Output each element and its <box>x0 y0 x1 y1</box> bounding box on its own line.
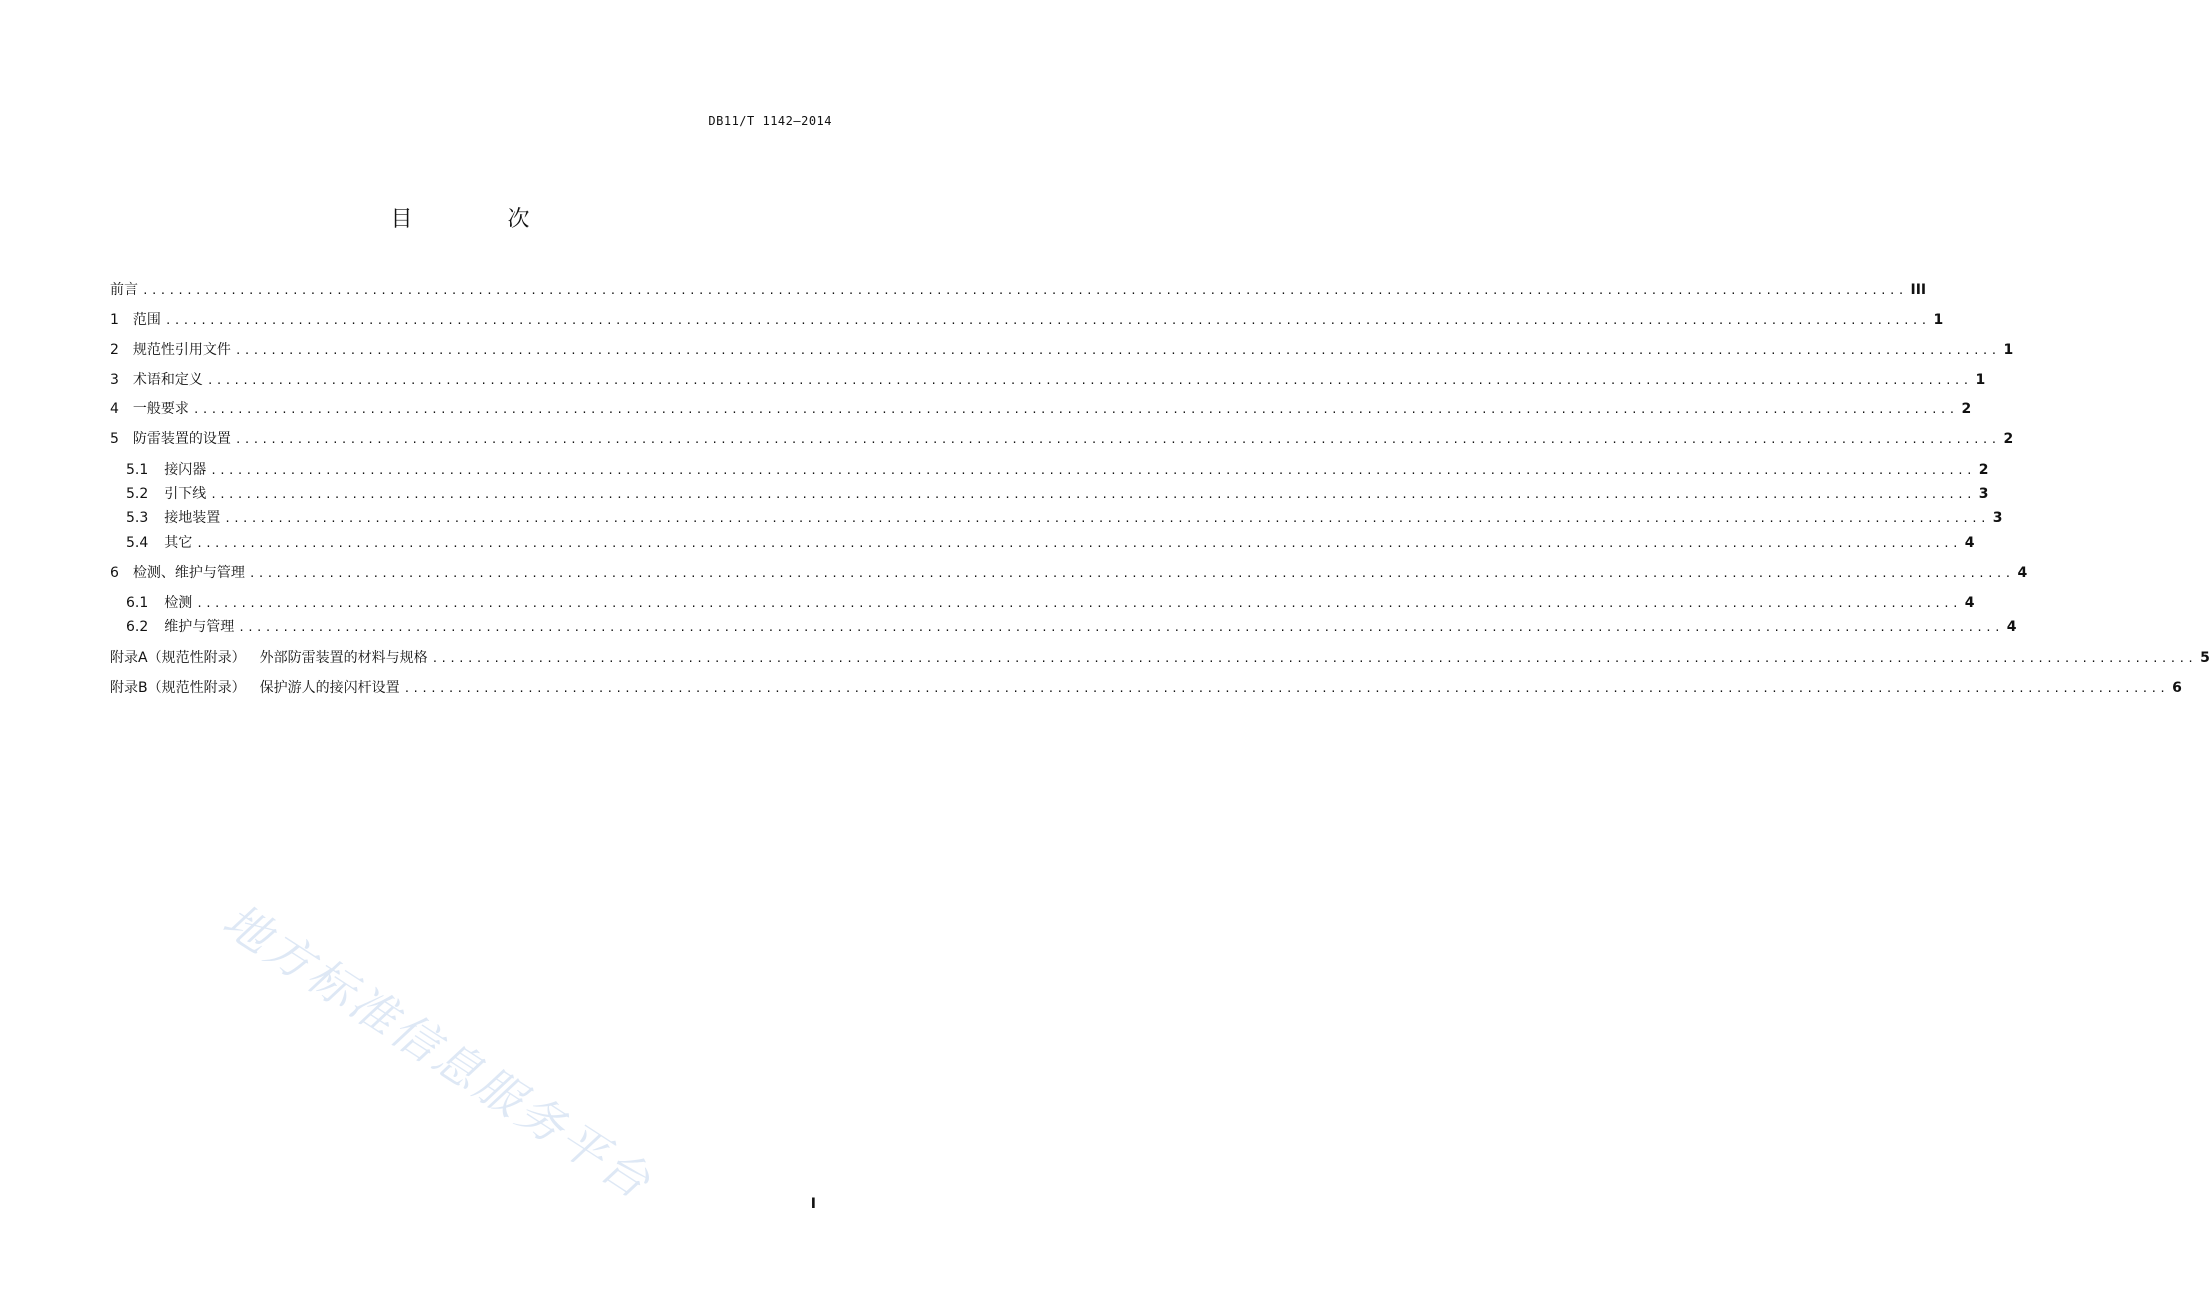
toc-entry[interactable] <box>126 460 1989 481</box>
toc-entry-number: 2 <box>110 342 119 358</box>
toc-entry-page: 4 <box>2006 619 2017 635</box>
toc-entry[interactable] <box>110 340 2014 361</box>
toc-entry-page: III <box>1910 282 1927 298</box>
toc-dot-leader: ........................................................................................................................................................................................................ <box>206 374 1972 387</box>
toc-dot-leader: ........................................................................................................................................................................................................ <box>234 433 2000 446</box>
toc-entry[interactable] <box>126 508 2003 529</box>
toc-entry-label: 其它 <box>164 535 193 551</box>
toc-entry[interactable] <box>110 429 2014 450</box>
toc-entry[interactable] <box>110 399 1972 420</box>
toc-entry[interactable] <box>126 593 1975 614</box>
toc-dot-leader: ........................................................................................................................................................................................................ <box>431 652 2197 665</box>
toc-entry-label: 规范性引用文件 <box>132 342 231 358</box>
toc-entry-number: 5.2 <box>126 486 149 502</box>
watermark: 地方标准信息服务平台 <box>213 892 663 1211</box>
toc-entry[interactable] <box>110 648 2210 669</box>
footer-page-number: I <box>810 1196 816 1212</box>
toc-entry-page: 4 <box>1964 595 1975 611</box>
toc-entry-page: 2 <box>1978 462 1989 478</box>
toc-entry-number: 附录B（规范性附录） <box>110 680 246 696</box>
toc-entry-page: 3 <box>1992 510 2003 526</box>
toc-entry-number: 5 <box>110 431 119 447</box>
toc-dot-leader: ........................................................................................................................................................................................................ <box>142 284 1907 297</box>
toc-dot-leader: ........................................................................................................................................................................................................ <box>224 512 1989 525</box>
toc-entry-page: 4 <box>2017 565 2028 581</box>
toc-dot-leader: ........................................................................................................................................................................................................ <box>196 537 1961 550</box>
toc-dot-leader: ........................................................................................................................................................................................................ <box>164 314 1930 327</box>
toc-entry[interactable] <box>110 310 1944 331</box>
toc-entry-number: 3 <box>110 372 119 388</box>
toc-entry-number: 1 <box>110 312 119 328</box>
toc-entry[interactable] <box>110 563 2028 584</box>
toc-dot-leader: ........................................................................................................................................................................................................ <box>238 621 2003 634</box>
toc-entry-page: 2 <box>1961 401 1972 417</box>
toc-entry-label: 维护与管理 <box>164 619 235 635</box>
toc-entry[interactable] <box>126 617 2017 638</box>
toc-entry-page: 2 <box>2003 431 2014 447</box>
toc-dot-leader: ........................................................................................................................................................................................................ <box>403 682 2169 695</box>
toc-entry-number: 附录A（规范性附录） <box>110 650 246 666</box>
toc-entry-label: 防雷装置的设置 <box>132 431 231 447</box>
toc-entry-number: 5.1 <box>126 462 149 478</box>
toc-entry-number: 6 <box>110 565 119 581</box>
document-code: DB11/T 1142—2014 <box>708 114 832 128</box>
toc-entry[interactable] <box>110 280 1927 301</box>
toc-entry-label: 检测 <box>164 595 193 611</box>
toc-entry-label: 范围 <box>132 312 161 328</box>
page-title: 目 次 <box>390 207 574 232</box>
toc-entry-label: 接地装置 <box>164 510 221 526</box>
toc-entry-number: 4 <box>110 401 119 417</box>
toc-entry-number: 6.1 <box>126 595 149 611</box>
toc-entry[interactable] <box>110 678 2182 699</box>
toc-entry-label: 引下线 <box>164 486 207 502</box>
toc-dot-leader: ........................................................................................................................................................................................................ <box>210 464 1975 477</box>
toc-entry-page: 5 <box>2200 650 2210 666</box>
toc-dot-leader: ........................................................................................................................................................................................................ <box>192 403 1958 416</box>
toc-entry-label: 一般要求 <box>132 401 189 417</box>
toc-entry-number: 5.3 <box>126 510 149 526</box>
toc-dot-leader: ........................................................................................................................................................................................................ <box>210 488 1975 501</box>
toc-entry[interactable] <box>126 484 1989 505</box>
toc-entry-page: 1 <box>1975 372 1986 388</box>
toc-entry[interactable] <box>110 370 1986 391</box>
toc-entry-label: 术语和定义 <box>132 372 203 388</box>
toc-entry-label: 检测、维护与管理 <box>132 565 245 581</box>
toc-entry-page: 6 <box>2172 680 2182 696</box>
toc-entry-label: 前言 <box>110 282 138 298</box>
toc-entry-page: 3 <box>1978 486 1989 502</box>
toc-entry[interactable] <box>126 533 1975 554</box>
toc-dot-leader: ........................................................................................................................................................................................................ <box>234 344 2000 357</box>
toc-entry-number: 5.4 <box>126 535 149 551</box>
toc-entry-page: 1 <box>1933 312 1944 328</box>
toc-dot-leader: ........................................................................................................................................................................................................ <box>248 567 2014 580</box>
toc-entry-page: 4 <box>1964 535 1975 551</box>
toc-entry-number: 6.2 <box>126 619 149 635</box>
toc-entry-label: 保护游人的接闪杆设置 <box>259 680 400 696</box>
toc-entry-label: 接闪器 <box>164 462 207 478</box>
toc-dot-leader: ........................................................................................................................................................................................................ <box>196 597 1961 610</box>
toc-entry-label: 外部防雷装置的材料与规格 <box>259 650 428 666</box>
toc-entry-page: 1 <box>2003 342 2014 358</box>
